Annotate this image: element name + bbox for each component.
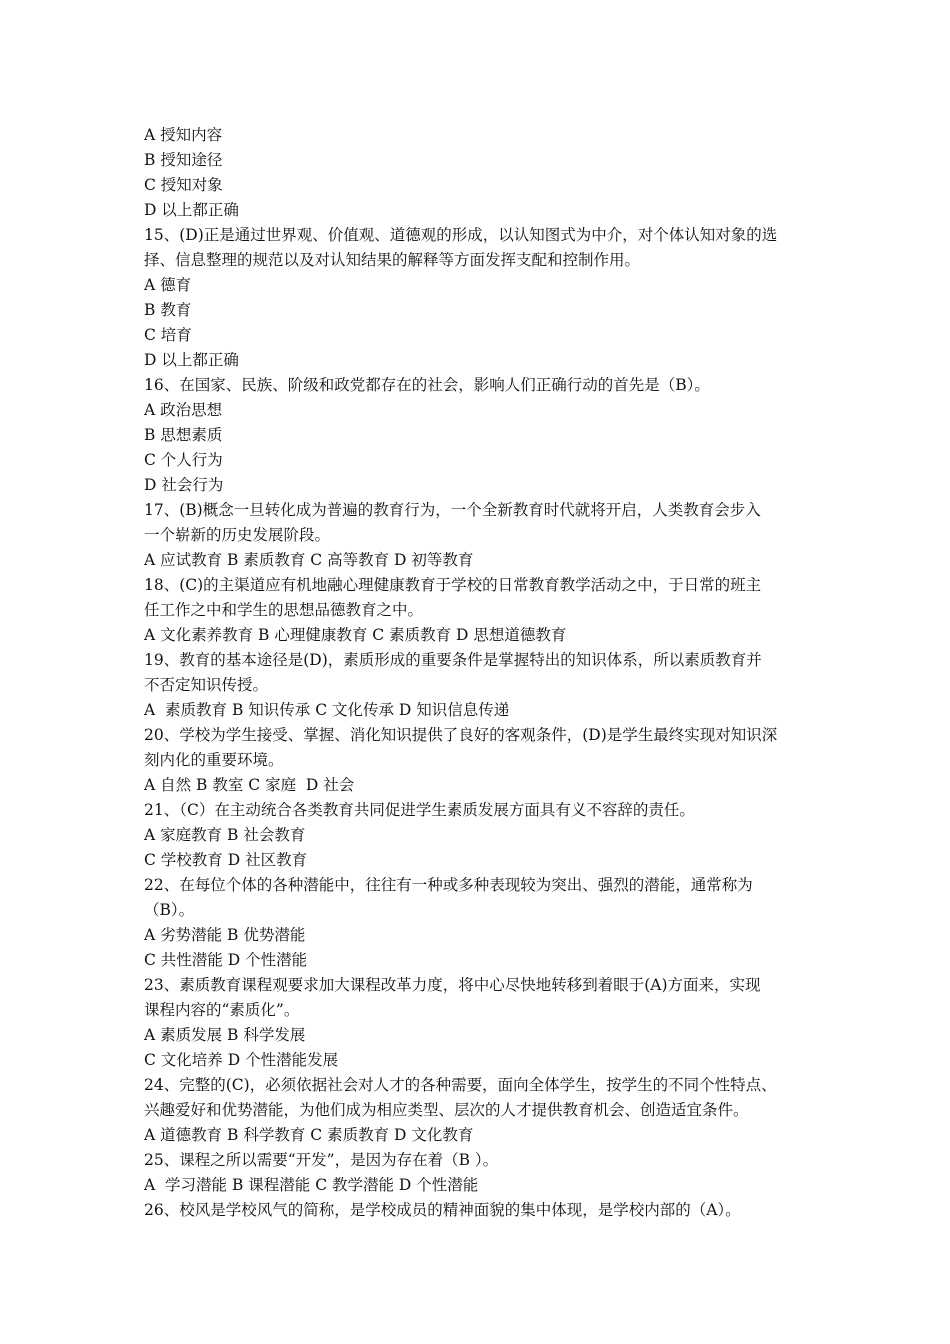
text-line: D 以上都正确 <box>144 201 239 219</box>
text-line: A 劣势潜能 B 优势潜能 <box>144 926 306 944</box>
text-line: B 思想素质 <box>144 426 223 444</box>
text-line: 兴趣爱好和优势潜能，为他们成为相应类型、层次的人才提供教育机会、创造适宜条件。 <box>144 1101 749 1119</box>
text-line: 16、在国家、民族、阶级和政党都存在的社会，影响人们正确行动的首先是（B）。 <box>144 376 710 394</box>
text-line: C 个人行为 <box>144 451 223 469</box>
text-line: A 素质教育 B 知识传承 C 文化传承 D 知识信息传递 <box>144 701 510 719</box>
text-line: 25、课程之所以需要“开发”，是因为存在着（B ）。 <box>144 1151 499 1169</box>
text-line: D 以上都正确 <box>144 351 239 369</box>
text-line: 刻内化的重要环境。 <box>144 751 284 769</box>
text-line: A 授知内容 <box>144 126 223 144</box>
text-line: A 应试教育 B 素质教育 C 高等教育 D 初等教育 <box>144 551 474 569</box>
text-line: 21、（C）在主动统合各类教育共同促进学生素质发展方面具有义不容辞的责任。 <box>144 801 695 819</box>
text-line: C 授知对象 <box>144 176 223 194</box>
text-line: 一个崭新的历史发展阶段。 <box>144 526 331 544</box>
text-line: D 社会行为 <box>144 476 224 494</box>
text-line: 任工作之中和学生的思想品德教育之中。 <box>144 601 424 619</box>
text-line: A 德育 <box>144 276 192 294</box>
text-line: A 文化素养教育 B 心理健康教育 C 素质教育 D 思想道德教育 <box>144 626 567 644</box>
text-line: （B）。 <box>144 901 195 919</box>
text-line: 24、完整的(C)，必须依据社会对人才的各种需要，面向全体学生，按学生的不同个性特点、 <box>144 1076 777 1094</box>
text-line: 22、在每位个体的各种潜能中，往往有一种或多种表现较为突出、强烈的潜能，通常称为 <box>144 876 753 894</box>
text-line: A 学习潜能 B 课程潜能 C 教学潜能 D 个性潜能 <box>144 1176 479 1194</box>
text-line: 19、教育的基本途径是(D)，素质形成的重要条件是掌握特出的知识体系，所以素质教育并 <box>144 651 762 669</box>
text-line: 23、素质教育课程观要求加大课程改革力度，将中心尽快地转移到着眼于(A)方面来，实现 <box>144 976 761 994</box>
text-line: 17、(B)概念一旦转化成为普遍的教育行为，一个全新教育时代就将开启，人类教育会步入 <box>144 501 761 519</box>
text-line: 18、(C)的主渠道应有机地融心理健康教育于学校的日常教育教学活动之中，于日常的班主 <box>144 576 762 594</box>
text-line: A 道德教育 B 科学教育 C 素质教育 D 文化教育 <box>144 1126 474 1144</box>
text-line: B 教育 <box>144 301 192 319</box>
text-line: A 政治思想 <box>144 401 223 419</box>
text-line: 26、校风是学校风气的简称，是学校成员的精神面貌的集中体现，是学校内部的（A）。 <box>144 1201 741 1219</box>
text-line: B 授知途径 <box>144 151 223 169</box>
text-line: C 培育 <box>144 326 192 344</box>
text-line: 15、(D)正是通过世界观、价值观、道德观的形成，以认知图式为中介，对个体认知对象的选 <box>144 226 778 244</box>
text-line: C 学校教育 D 社区教育 <box>144 851 308 869</box>
text-line: C 共性潜能 D 个性潜能 <box>144 951 308 969</box>
text-line: A 家庭教育 B 社会教育 <box>144 826 306 844</box>
text-line: 择、信息整理的规范以及对认知结果的解释等方面发挥支配和控制作用。 <box>144 251 641 269</box>
text-line: 课程内容的“素质化”。 <box>144 1001 300 1019</box>
text-line: C 文化培养 D 个性潜能发展 <box>144 1051 339 1069</box>
text-line: A 素质发展 B 科学发展 <box>144 1026 306 1044</box>
document-body <box>144 123 814 1223</box>
text-line: A 自然 B 教室 C 家庭 D 社会 <box>144 776 355 794</box>
text-line: 不否定知识传授。 <box>144 676 269 694</box>
text-line: 20、学校为学生接受、掌握、消化知识提供了良好的客观条件，(D)是学生最终实现对知识深 <box>144 726 778 744</box>
